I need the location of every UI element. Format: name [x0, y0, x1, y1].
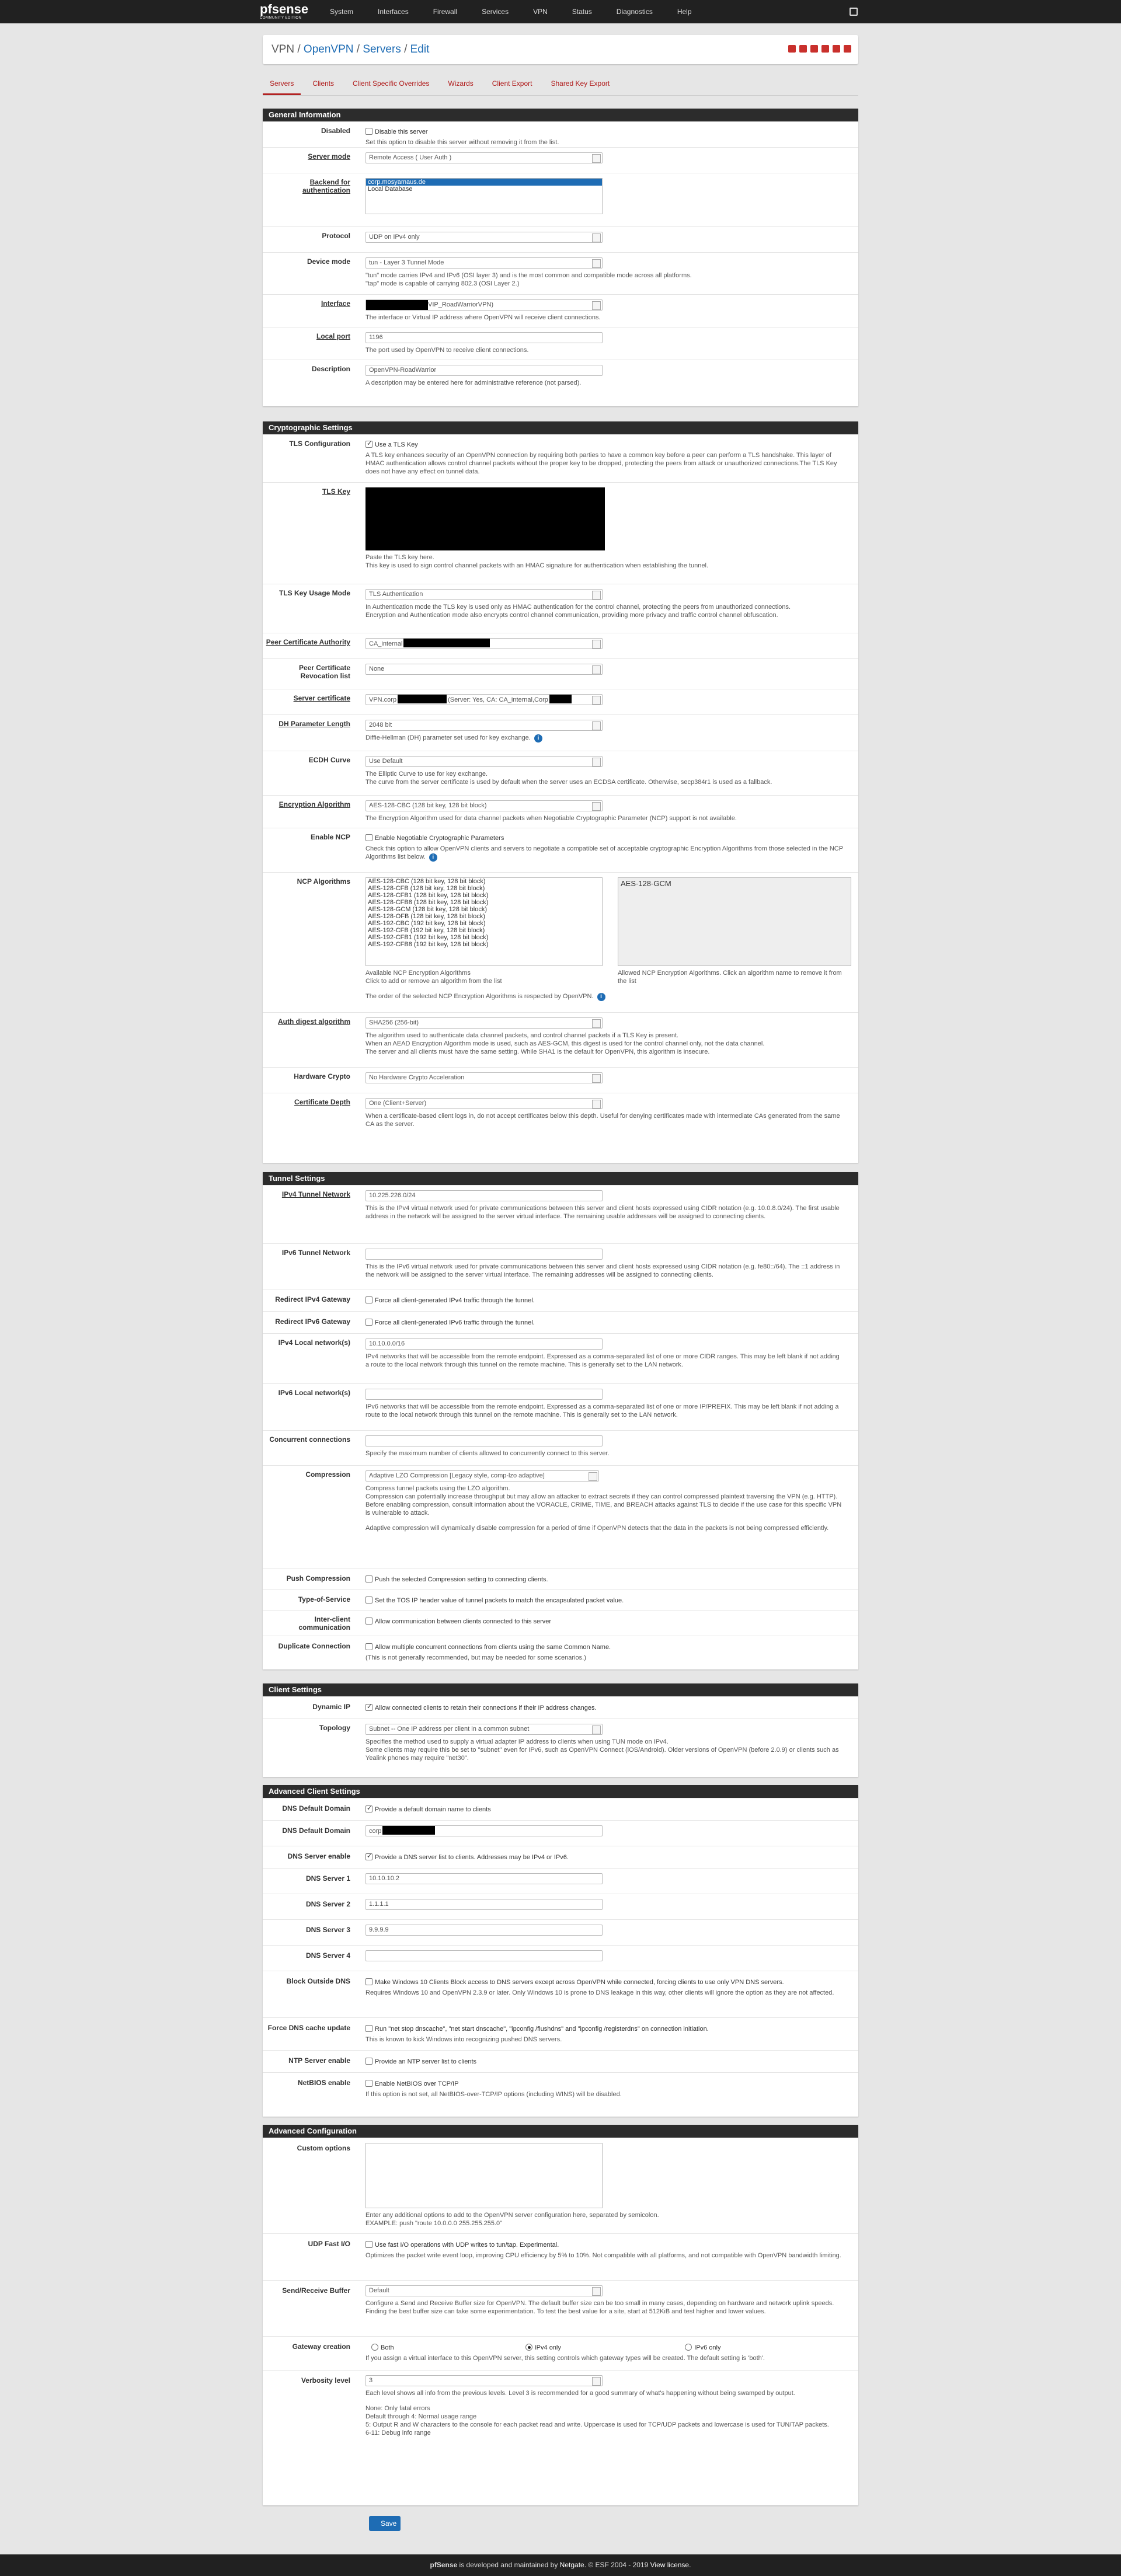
list-item[interactable]: AES-192-CFB1 (192 bit key, 128 bit block) — [368, 934, 489, 941]
dns-server-2-field[interactable]: 1.1.1.1 — [365, 1899, 603, 1910]
section-title: Cryptographic Settings — [263, 421, 858, 434]
logout-icon[interactable] — [850, 8, 858, 16]
backend-auth-list[interactable] — [365, 178, 603, 214]
crl-select[interactable]: None — [365, 664, 603, 675]
tab-servers[interactable]: Servers — [263, 75, 301, 95]
section-title: Tunnel Settings — [263, 1172, 858, 1185]
status-icon[interactable] — [799, 45, 807, 53]
tab-clients[interactable]: Clients — [312, 79, 335, 88]
gateway-ipv6-radio[interactable] — [685, 2344, 692, 2351]
dh-length-select[interactable]: 2048 bit — [365, 720, 603, 731]
list-icon[interactable] — [833, 45, 840, 53]
tunnel-panel: Tunnel Settings IPv4 Tunnel Network 10.225.226.0/24 This is the IPv4 virtual network used for private communications between this server and client hosts expressed using CIDR notation (e.g. 10.0.8.0/24). The first usable address in the network will be assigned to the server virtual interface. The remaining usable addresses will be assigned to connecting clients. IPv6 Tunnel Network This is the IPv6 virtual network used for private communications between this server and client hosts expressed using CIDR notation (e.g. fe80::/64). The ::1 address in the network will be assigned to the server virtual interface. The remaining addresses will be assigned to connecting clients. Redirect IPv4 Gateway Force all client-generated IPv4 traffic through the tunnel. Redirect IPv6 Gateway Force all client-generated IPv6 traffic through the tunnel. IPv4 Local network(s) 10.10.0.0/16 IPv4 networks that will be accessible from the remote endpoint. Expressed as a comma-separated list of one or more CIDR ranges. This may be left blank if not adding a route to the local network through this tunnel on the remote machine. This is generally set to the LAN network. IPv6 Local network(s) IPv6 networks that will be accessible from the remote endpoint. Expressed as a comma-separated list of one or more IP/PREFIX. This may be left blank if not adding a route to the local network through this tunnel on the remote machine. This is generally set to the LAN network. Concurrent connections Specify the maximum number of clients allowed to concurrently connect to this server. Compression Adaptive LZO Compression [Legacy style, comp-lzo adaptive] Compress tunnel packets using the LZO algorithm. Compression can potentially increase throughput but may allow an attacker to extract secrets if they can control compressed plaintext traversing the VPN (e.g. HTTP). Before enabling compression, consult information about the VORACLE, CRIME, TIME, and BREACH attacks against TLS to decide if the use case for this specific VPN is vulnerable to attack. Adaptive compression will dynamically disable compression for a period of time if OpenVPN detects that the data in the packets is not being compressed efficiently. Push Compression Push the selected Compression setting to connecting clients. Type-of-Service Set the TOS IP header value of tunnel packets to match the encapsulated packet value. Inter-client communication Allow communication between clients connected to this server Duplicate Connection Allow multiple concurrent connections from clients using the same Common Name. (This is not generally recommended, but may be needed for some scenarios.) — [263, 1172, 858, 1669]
dynamic-ip-checkbox[interactable] — [365, 1704, 372, 1711]
dns-server-3-field[interactable]: 9.9.9.9 — [365, 1925, 603, 1936]
tab-wizards[interactable]: Wizards — [448, 79, 474, 88]
save-button[interactable]: Save — [369, 2516, 401, 2531]
default-domain-checkbox[interactable] — [365, 1805, 372, 1812]
hardware-crypto-select[interactable]: No Hardware Crypto Acceleration — [365, 1072, 603, 1083]
tab-client-specific-overrides[interactable]: Client Specific Overrides — [353, 79, 430, 88]
list-item[interactable]: Local Database — [368, 186, 413, 193]
push-compression-checkbox[interactable] — [365, 1575, 372, 1582]
concurrent-connections-field[interactable] — [365, 1435, 603, 1446]
menu-status[interactable]: Status — [572, 8, 592, 16]
list-item[interactable]: AES-128-GCM (128 bit key, 128 bit block) — [368, 906, 487, 913]
tab-shared-key-export[interactable]: Shared Key Export — [551, 79, 610, 88]
ntp-enable-checkbox[interactable] — [365, 2058, 372, 2065]
protocol-select[interactable]: UDP on IPv4 only — [365, 232, 603, 243]
list-item[interactable]: AES-192-CFB8 (192 bit key, 128 bit block) — [368, 941, 489, 948]
peer-ca-select[interactable]: CA_internal — [365, 638, 603, 649]
chart-icon[interactable] — [810, 45, 818, 53]
buffer-select[interactable]: Default — [365, 2285, 603, 2296]
ipv6-local-field[interactable] — [365, 1389, 603, 1400]
list-item[interactable]: AES-128-GCM — [621, 879, 671, 888]
advanced-client-panel: Advanced Client Settings DNS Default Domain ✓ Provide a default domain name to clients DNS Default Domain corp DNS Server enable ✓ Provide a DNS server list to clients. Addresses may be IPv4 or IPv6. DNS Server 1 10.10.10.2 DNS Server 2 1.1.1.1 DNS Server 3 9.9.9.9 DNS Server 4 Block Outside DNS Make Windows 10 Clients Block access to DNS servers except across OpenVPN while connected, forcing clients to use only VPN DNS servers. Requires Windows 10 and OpenVPN 2.3.9 or later. Only Windows 10 is prone to DNS leakage in this way, other clients will ignore the option as they are not affected. Force DNS cache update Run "net stop dnscache", "net start dnscache", "ipconfig /flushdns" and "ipconfig /registerdns" on connection initiation. This is known to kick Windows into recognizing pushed DNS servers. NTP Server enable Provide an NTP server list to clients NetBIOS enable Enable NetBIOS over TCP/IP If this option is not set, all NetBIOS-over-TCP/IP options (including WINS) will be disabled. — [263, 1785, 858, 2117]
redirect-ipv4-checkbox[interactable] — [365, 1296, 372, 1303]
tab-bar — [263, 75, 858, 96]
server-mode-select[interactable]: Remote Access ( User Auth ) — [365, 152, 603, 163]
verbosity-select[interactable]: 3 — [365, 2375, 603, 2386]
duplicate-connection-checkbox[interactable] — [365, 1643, 372, 1650]
tab-client-export[interactable]: Client Export — [492, 79, 532, 88]
netbios-checkbox[interactable] — [365, 2080, 372, 2087]
udp-fast-io-checkbox[interactable] — [365, 2241, 372, 2248]
ipv6-tunnel-field[interactable] — [365, 1249, 603, 1260]
general-panel: General Information Disabled Disable this server Set this option to disable this server without removing it from the list. Server mode Remote Access ( User Auth ) Backend for authentication corp.mosyamaus.de Local Database Protocol UDP on IPv4 only Device mode tun - Layer 3 Tunnel Mode "tun" mode carries IPv4 and IPv6 (OSI layer 3) and is the most common and compatible mode across all platforms. "tap" mode is capable of carrying 802.3 (OSI Layer 2.) Interface VIP_RoadWarriorVPN) The interface or Virtual IP address where OpenVPN will receive client connections. Local port 1196 The port used by OpenVPN to receive client connections. Description OpenVPN-RoadWarrior A description may be entered here for administrative reference (not parsed). — [263, 109, 858, 406]
list-item[interactable]: AES-192-CFB (192 bit key, 128 bit block) — [368, 927, 485, 934]
menu-diagnostics[interactable]: Diagnostics — [616, 8, 653, 16]
tos-checkbox[interactable] — [365, 1597, 372, 1604]
help-icon[interactable] — [844, 45, 851, 53]
menu-help[interactable]: Help — [677, 8, 692, 16]
info-icon[interactable]: i — [597, 993, 605, 1001]
list-item[interactable]: AES-192-CBC (192 bit key, 128 bit block) — [368, 920, 486, 927]
ncp-allowed-list[interactable] — [618, 877, 851, 966]
breadcrumb-edit[interactable]: Edit — [410, 43, 430, 55]
info-icon[interactable]: i — [429, 853, 437, 862]
auth-digest-select[interactable]: SHA256 (256-bit) — [365, 1017, 603, 1029]
top-navbar — [0, 0, 1121, 23]
section-title: Advanced Configuration — [263, 2125, 858, 2138]
block-outside-dns-checkbox[interactable] — [365, 1978, 372, 1985]
ipv4-local-field[interactable]: 10.10.0.0/16 — [365, 1338, 603, 1350]
menu-interfaces[interactable]: Interfaces — [378, 8, 409, 16]
compression-select[interactable]: Adaptive LZO Compression [Legacy style, comp-lzo adaptive] — [365, 1470, 599, 1482]
menu-services[interactable]: Services — [482, 8, 509, 16]
client-panel: Client Settings Dynamic IP ✓ Allow connected clients to retain their connections if their IP address changes. Topology Subnet -- One IP address per client in a common subnet Specifies the method used to supply a virtual adapter IP address to clients when using TUN mode on IPv4. Some clients may require this be set to "subnet" even for IPv6, such as OpenVPN Connect (iOS/Android). Older versions of OpenVPN (before 2.0.9) or clients such as Yealink phones may require "net30". — [263, 1683, 858, 1777]
section-title: Client Settings — [263, 1683, 858, 1696]
section-title: Advanced Client Settings — [263, 1785, 858, 1798]
redirect-ipv6-checkbox[interactable] — [365, 1319, 372, 1326]
menu-system[interactable]: System — [330, 8, 354, 16]
force-dns-update-checkbox[interactable] — [365, 2025, 372, 2032]
topology-select[interactable]: Subnet -- One IP address per client in a common subnet — [365, 1724, 603, 1735]
encryption-select[interactable]: AES-128-CBC (128 bit key, 128 bit block) — [365, 800, 603, 811]
server-cert-select[interactable]: VPN.corp (Server: Yes, CA: CA_internal,Corp — [365, 694, 603, 705]
footer: pfSense is developed and maintained by Netgate. © ESF 2004 - 2019 View license. — [0, 2554, 1121, 2576]
advanced-config-panel: Advanced Configuration Custom options Enter any additional options to add to the OpenVPN server configuration here, separated by semicolon. EXAMPLE: push "route 10.0.0.0 255.255.255.0" UDP Fast I/O Use fast I/O operations with UDP writes to tun/tap. Experimental. Optimizes the packet write event loop, improving CPU efficiency by 5% to 10%. Not compatible with all platforms, and not compatible with OpenVPN bandwidth limiting. Send/Receive Buffer Default Configure a Send and Receive Buffer size for OpenVPN. The default buffer size can be too small in many cases, depending on hardware and network uplink speeds. Finding the best buffer size can take some experimentation. To test the best value for a site, start at 512KiB and test higher and lower values. Gateway creation Both IPv4 only IPv6 only If you assign a virtual interface to this OpenVPN server, this setting controls which gateway types will be created. The default setting is 'both'. Verbosity level 3 Each level shows all info from the previous levels. Level 3 is recommended for a good summary of what's happening without being swamped by output. None: Only fatal errors Default through 4: Normal usage range 5: Output R and W characters to the console for each packet read and write. Uppercase is used for TCP/UDP packets and lowercase is used for TUN/TAP packets. 6-11: Debug info range — [263, 2125, 858, 2505]
menu-vpn[interactable]: VPN — [533, 8, 548, 16]
gateway-ipv4-radio[interactable] — [525, 2344, 532, 2351]
list-item[interactable]: corp.mosyamaus.de — [366, 179, 602, 186]
list-item[interactable]: AES-128-OFB (128 bit key, 128 bit block) — [368, 913, 485, 920]
log-icon[interactable] — [821, 45, 829, 53]
disable-server-checkbox[interactable] — [365, 128, 372, 135]
ipv4-tunnel-field[interactable]: 10.225.226.0/24 — [365, 1190, 603, 1201]
pfsense-logo[interactable]: pfsense COMMUNITY EDITION — [260, 2, 309, 20]
inter-client-checkbox[interactable] — [365, 1618, 372, 1625]
info-icon[interactable]: i — [534, 734, 542, 743]
gateway-both-radio[interactable] — [371, 2344, 378, 2351]
list-item[interactable]: AES-128-CFB (128 bit key, 128 bit block) — [368, 885, 485, 892]
tls-usage-select[interactable]: TLS Authentication — [365, 589, 603, 600]
reload-icon[interactable] — [788, 45, 796, 53]
breadcrumb: VPN / OpenVPN / Servers / Edit — [271, 43, 430, 55]
dns-server-1-field[interactable]: 10.10.10.2 — [365, 1873, 603, 1884]
netgate-link[interactable]: Netgate. — [559, 2561, 587, 2569]
list-item[interactable]: AES-128-CBC (128 bit key, 128 bit block) — [368, 878, 486, 885]
crypto-panel: Cryptographic Settings TLS Configuration ✓ Use a TLS Key A TLS key enhances security of an OpenVPN connection by requiring both parties to have a common key before a peer can perform a TLS handshake. This layer of HMAC authentication allows control channel packets without the proper key to be dropped, protecting the peers from attack or unauthorized connections.The TLS Key does not have any effect on tunnel data. TLS Key Paste the TLS key here. This key is used to sign control channel packets with an HMAC signature for authentication when establishing the tunnel. TLS Key Usage Mode TLS Authentication In Authentication mode the TLS key is used only as HMAC authentication for the control channel, protecting the peers from unauthorized connections. Encryption and Authentication mode also encrypts control channel communication, providing more privacy and traffic control channel obfuscation. Peer Certificate Authority CA_internal Peer Certificate Revocation list None Server certificate VPN.corp (Server: Yes, CA: CA_internal,Corp DH Parameter Length 2048 bit Diffie-Hellman (DH) parameter set used for key exchange. i ECDH Curve Use Default The Elliptic Curve to use for key exchange. The curve from the server certificate is used by default when the server uses an ECDSA certificate. Otherwise, secp384r1 is used as a fallback. Encryption Algorithm AES-128-CBC (128 bit key, 128 bit block) The Encryption Algorithm used for data channel packets when Negotiable Cryptographic Parameter (NCP) support is not available. Enable NCP Enable Negotiable Cryptographic Parameters Check this option to allow OpenVPN clients and servers to negotiate a compatible set of acceptable cryptographic Encryption Algorithms from those selected in the NCP Algorithms list below. i NCP Algorithms AES-128-CBC (128 bit key, 128 bit block) AES-128-CFB (128 bit key, 128 bit block) AES-128-CFB1 (128 bit key, 128 bit block) AES-128-CFB8 (128 bit key, 128 bit block) AES-128-GCM (128 bit key, 128 bit block) AES-128-OFB (128 bit key, 128 bit block) AES-192-CBC (192 bit key, 128 bit block) AES-192-CFB (192 bit key, 128 bit block) AES-192-CFB1 (192 bit key, 128 bit block) AES-192-CFB8 (192 bit key, 128 bit block) AES-128-GCM Available NCP Encryption Algorithms Click to add or remove an algorithm from the list Allowed NCP Encryption Algorithms. Click an algorithm name to remove it from the list The order of the selected NCP Encryption Algorithms is respected by OpenVPN. i Auth digest algorithm SHA256 (256-bit) The algorithm used to authenticate data channel packets, and control channel packets if a TLS Key is present. When an AEAD Encryption Algorithm mode is used, such as AES-GCM, this digest is used for the control channel only, not the data channel. The server and all clients must have the same setting. While SHA1 is the default for OpenVPN, this algorithm is insecure. Hardware Crypto No Hardware Crypto Acceleration Certificate Depth One (Client+Server) When a certificate-based client logs in, do not accept certificates below this depth. Useful for denying certificates made with intermediate CAs generated from the same CA as the server. — [263, 421, 858, 1163]
device-mode-select[interactable]: tun - Layer 3 Tunnel Mode — [365, 257, 603, 269]
license-link[interactable]: View license. — [650, 2561, 691, 2569]
description-field[interactable]: OpenVPN-RoadWarrior — [365, 365, 603, 376]
list-item[interactable]: AES-128-CFB1 (128 bit key, 128 bit block) — [368, 892, 489, 899]
tls-key-textarea[interactable] — [365, 487, 605, 550]
ncp-available-list[interactable] — [365, 877, 603, 966]
custom-options-textarea[interactable] — [365, 2143, 603, 2208]
ecdh-curve-select[interactable]: Use Default — [365, 756, 603, 767]
list-item[interactable]: AES-128-CFB8 (128 bit key, 128 bit block) — [368, 899, 489, 906]
menu-firewall[interactable]: Firewall — [433, 8, 458, 16]
dns-server-4-field[interactable] — [365, 1950, 603, 1961]
use-tls-key-checkbox[interactable] — [365, 441, 372, 448]
breadcrumb-openvpn[interactable]: OpenVPN — [303, 43, 354, 55]
section-title: General Information — [263, 109, 858, 121]
cert-depth-select[interactable]: One (Client+Server) — [365, 1098, 603, 1109]
main-menu — [330, 0, 716, 23]
enable-ncp-checkbox[interactable] — [365, 834, 372, 841]
default-domain-field[interactable]: corp — [365, 1825, 603, 1836]
local-port-field[interactable]: 1196 — [365, 332, 603, 343]
dns-server-enable-checkbox[interactable] — [365, 1853, 372, 1860]
interface-select[interactable]: VIP_RoadWarriorVPN) — [365, 299, 603, 311]
breadcrumb-servers[interactable]: Servers — [363, 43, 401, 55]
breadcrumb-bar — [263, 35, 858, 64]
